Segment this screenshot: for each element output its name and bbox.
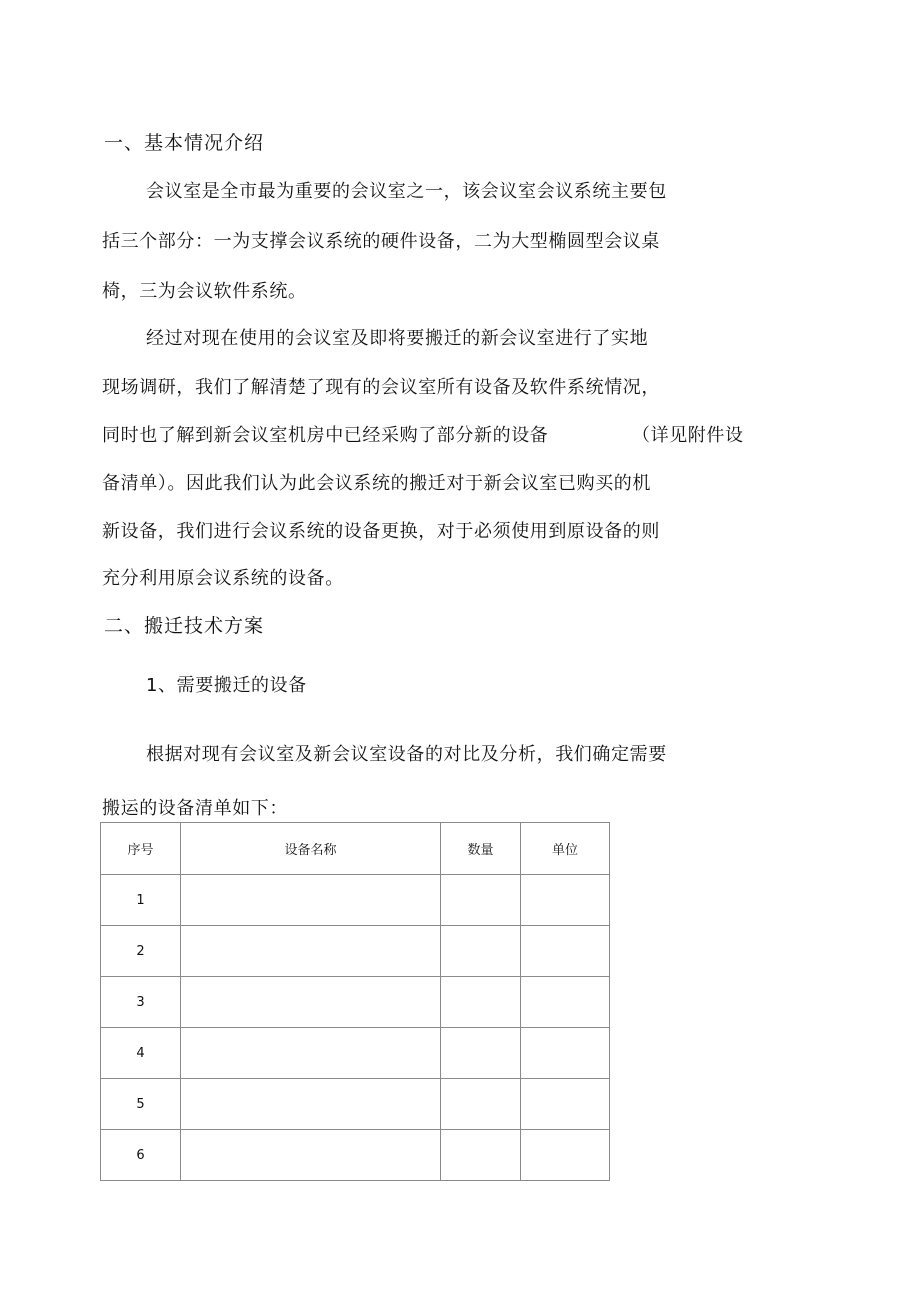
cell-quantity <box>441 1130 521 1181</box>
cell-unit <box>521 1079 610 1130</box>
cell-unit <box>521 926 610 977</box>
paragraph-line: 搬运的设备清单如下： <box>102 798 288 819</box>
header-serial: 序号 <box>101 823 181 875</box>
table-row <box>101 875 610 926</box>
table-header-row <box>101 823 610 875</box>
section-heading-relocation-plan: 二、搬迁技术方案 <box>104 615 265 637</box>
header-quantity: 数量 <box>441 823 521 875</box>
cell-serial: 1 <box>101 875 181 926</box>
cell-equipment-name <box>181 977 441 1028</box>
cell-quantity <box>441 926 521 977</box>
paragraph-line: 根据对现有会议室及新会议室设备的对比及分析，我们确定需要 <box>146 744 667 765</box>
cell-serial: 4 <box>101 1028 181 1079</box>
cell-quantity <box>441 875 521 926</box>
paragraph-line: 椅，三为会议软件系统。 <box>102 281 307 302</box>
cell-equipment-name <box>181 875 441 926</box>
cell-equipment-name <box>181 1130 441 1181</box>
paragraph-line: 现场调研，我们了解清楚了现有的会议室所有设备及软件系统情况， <box>102 377 660 398</box>
cell-unit <box>521 875 610 926</box>
cell-equipment-name <box>181 1079 441 1130</box>
equipment-table <box>100 822 610 1181</box>
cell-unit <box>521 977 610 1028</box>
paragraph-line: 备清单）。因此我们认为此会议系统的搬迁对于新会议室已购买的机 <box>102 473 651 494</box>
table-row <box>101 977 610 1028</box>
table-row <box>101 926 610 977</box>
table-row <box>101 1130 610 1181</box>
header-equipment-name: 设备名称 <box>181 823 441 875</box>
cell-serial: 5 <box>101 1079 181 1130</box>
paragraph-line: 经过对现在使用的会议室及即将要搬迁的新会议室进行了实地 <box>146 328 649 349</box>
cell-quantity <box>441 977 521 1028</box>
paragraph-line: 充分利用原会议系统的设备。 <box>102 568 344 589</box>
cell-equipment-name <box>181 1028 441 1079</box>
cell-quantity <box>441 1028 521 1079</box>
paragraph-line: （详见附件设 <box>632 425 744 446</box>
cell-serial: 2 <box>101 926 181 977</box>
cell-equipment-name <box>181 926 441 977</box>
section-heading-basic-info: 一、基本情况介绍 <box>104 132 265 154</box>
cell-unit <box>521 1028 610 1079</box>
cell-serial: 6 <box>101 1130 181 1181</box>
paragraph-line: 新设备，我们进行会议系统的设备更换，对于必须使用到原设备的则 <box>102 521 660 542</box>
paragraph-line: 会议室是全市最为重要的会议室之一，该会议室会议系统主要包 <box>146 181 667 202</box>
subsection-heading: 1、需要搬迁的设备 <box>146 675 307 696</box>
header-unit: 单位 <box>521 823 610 875</box>
paragraph-line: 括三个部分：一为支撑会议系统的硬件设备，二为大型椭圆型会议桌 <box>102 231 660 252</box>
table-row <box>101 1028 610 1079</box>
cell-quantity <box>441 1079 521 1130</box>
cell-unit <box>521 1130 610 1181</box>
table-row <box>101 1079 610 1130</box>
paragraph-line: 同时也了解到新会议室机房中已经采购了部分新的设备 <box>102 425 549 446</box>
cell-serial: 3 <box>101 977 181 1028</box>
